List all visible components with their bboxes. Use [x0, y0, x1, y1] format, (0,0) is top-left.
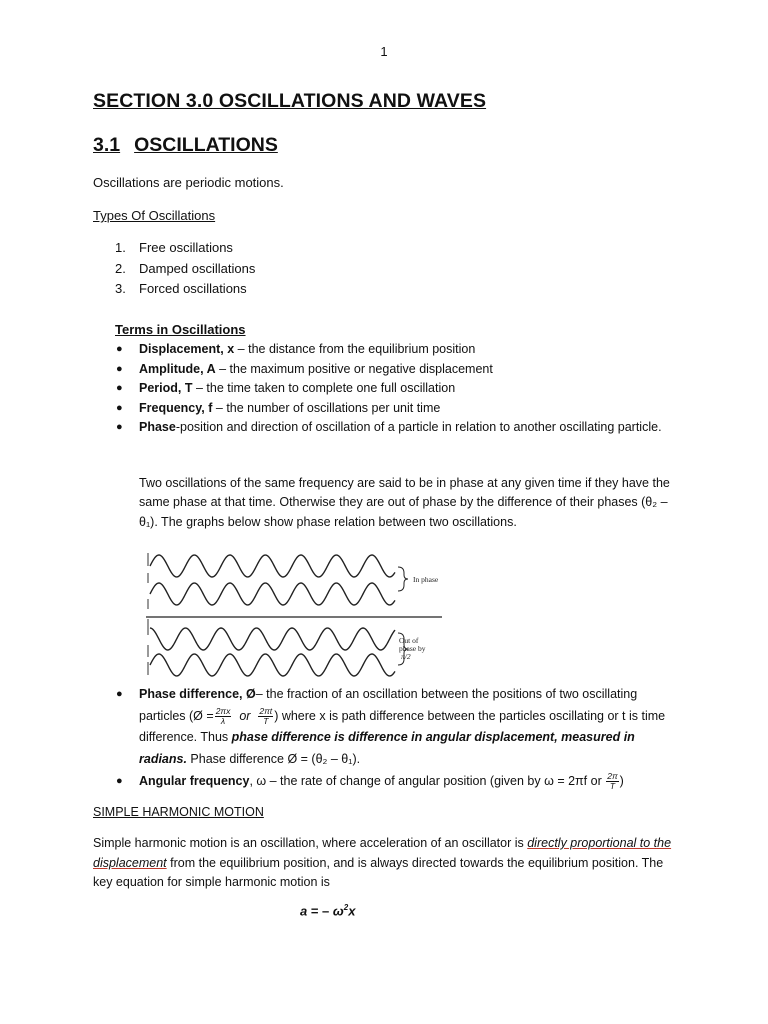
eq-lhs: a [300, 903, 308, 919]
term-name: Phase [139, 420, 176, 434]
list-item [115, 379, 675, 399]
fraction [606, 772, 618, 791]
list-text: Free oscillations [139, 240, 233, 255]
bullet-icon: ● [116, 421, 123, 433]
shm-equation [300, 903, 355, 918]
list-item [115, 399, 675, 419]
term-def: position and direction of oscillation of a particle in relation to another oscillating particle. [180, 420, 662, 434]
term-def: the distance from the equilibrium position [248, 342, 476, 356]
term-def: ) where x is path difference between the particles oscillating or t is time difference. Thus [139, 708, 666, 744]
list-item [115, 279, 255, 300]
label-in-phase: In phase [413, 575, 439, 584]
label-out-3: π/2 [401, 652, 411, 661]
term-name: Period, T [139, 381, 193, 395]
label-out-1: Out of [399, 636, 419, 645]
wave-4 [150, 654, 395, 676]
phase-diff-list [115, 684, 675, 792]
phase-waves-figure [140, 545, 460, 680]
section-title: SECTION 3.0 OSCILLATIONS AND WAVES [93, 90, 487, 112]
intro-text: Oscillations are periodic motions. [93, 175, 284, 190]
types-list [115, 238, 255, 300]
term-sep: – [215, 361, 230, 376]
term-def: – the fraction of an oscillation between the positions of two oscillating particles (Ø = [139, 687, 638, 723]
emphasis: phase difference is difference in angular displacement, measured in radians. [139, 730, 635, 766]
page-number: 1 [380, 44, 388, 59]
shm-text: from the equilibrium position, and is always directed towards the equilibrium position. The key equation for simple harmonic motion is [93, 855, 664, 889]
list-item [115, 684, 675, 770]
bullet-icon: ● [116, 382, 123, 394]
bullet-icon: ● [116, 343, 123, 355]
wave-3 [150, 628, 395, 650]
term-sep: - [175, 420, 181, 434]
list-item [115, 360, 675, 380]
term-name: Amplitude, A [139, 361, 216, 376]
shm-paragraph [93, 834, 683, 893]
wave-2 [150, 583, 395, 605]
eq-omega: ω [332, 903, 344, 919]
label-out-2: phase by [399, 644, 426, 653]
term-sep: – [192, 381, 207, 395]
fraction-num: 2π [607, 771, 618, 782]
wave-1 [150, 555, 395, 577]
term-def: , ω – the rate of change of angular position (given by ω = 2πf or [249, 774, 606, 788]
brace-in-phase-icon [398, 567, 408, 591]
fraction [258, 707, 273, 726]
types-heading: Types Of Oscillations [93, 208, 216, 223]
fraction-den: T [609, 781, 616, 792]
eq-sup: 2 [343, 903, 349, 912]
fraction-num: 2πt [259, 705, 273, 716]
shm-heading: SIMPLE HARMONIC MOTION [93, 805, 264, 819]
subsection-number: 3.1 [93, 134, 121, 156]
term-sep: – [234, 342, 249, 356]
term-name: Angular frequency [139, 774, 250, 788]
term-sep: – [212, 400, 227, 415]
term-def: the time taken to complete one full oscillation [206, 381, 456, 395]
list-number: 3. [115, 281, 126, 296]
fraction-num: 2πx [215, 705, 231, 716]
shm-text: Simple harmonic motion is an oscillation, where acceleration of an oscillator is [93, 836, 528, 850]
list-item [115, 418, 675, 438]
bullet-icon: ● [116, 362, 123, 375]
terms-heading: Terms in Oscillations [115, 322, 246, 337]
bullet-icon: ● [116, 401, 123, 414]
list-text: Forced oscillations [139, 281, 247, 296]
fraction [215, 707, 232, 726]
term-def: the number of oscillations per unit time [226, 400, 441, 415]
eq-x: x [348, 903, 356, 919]
subsection-title [93, 134, 278, 157]
fraction-den: λ [220, 715, 226, 726]
bullet-icon: ● [116, 775, 123, 787]
term-name: Frequency, f [139, 400, 213, 415]
list-number: 1. [115, 240, 126, 255]
list-item [115, 340, 675, 360]
list-number: 2. [115, 260, 126, 276]
list-item [115, 259, 255, 280]
or-word: or [239, 708, 251, 723]
eq-sign: = – [307, 903, 333, 919]
list-text: Damped oscillations [139, 260, 256, 276]
term-def: the maximum positive or negative displacement [229, 361, 493, 376]
list-item [115, 772, 675, 792]
terms-list [115, 340, 675, 438]
term-def: Phase difference Ø = (θ₂ – θ₁). [186, 751, 361, 766]
term-name: Displacement, x [139, 342, 235, 356]
term-def: ) [619, 774, 624, 788]
phase-paragraph: Two oscillations of the same frequency are said to be in phase at any given time if they have the same phase at that time. Otherwise they are out of phase by the difference of their phases (θ₂ – θ₁). The graphs below show phase relation between two oscillations. [139, 476, 670, 529]
fraction-den: T [263, 715, 269, 726]
list-item [115, 238, 255, 259]
subsection-name: OSCILLATIONS [134, 134, 278, 156]
bullet-icon: ● [116, 688, 123, 700]
term-name: Phase difference, Ø [139, 687, 256, 701]
shm-emphasis: directly proportional to the displacement [93, 836, 672, 870]
